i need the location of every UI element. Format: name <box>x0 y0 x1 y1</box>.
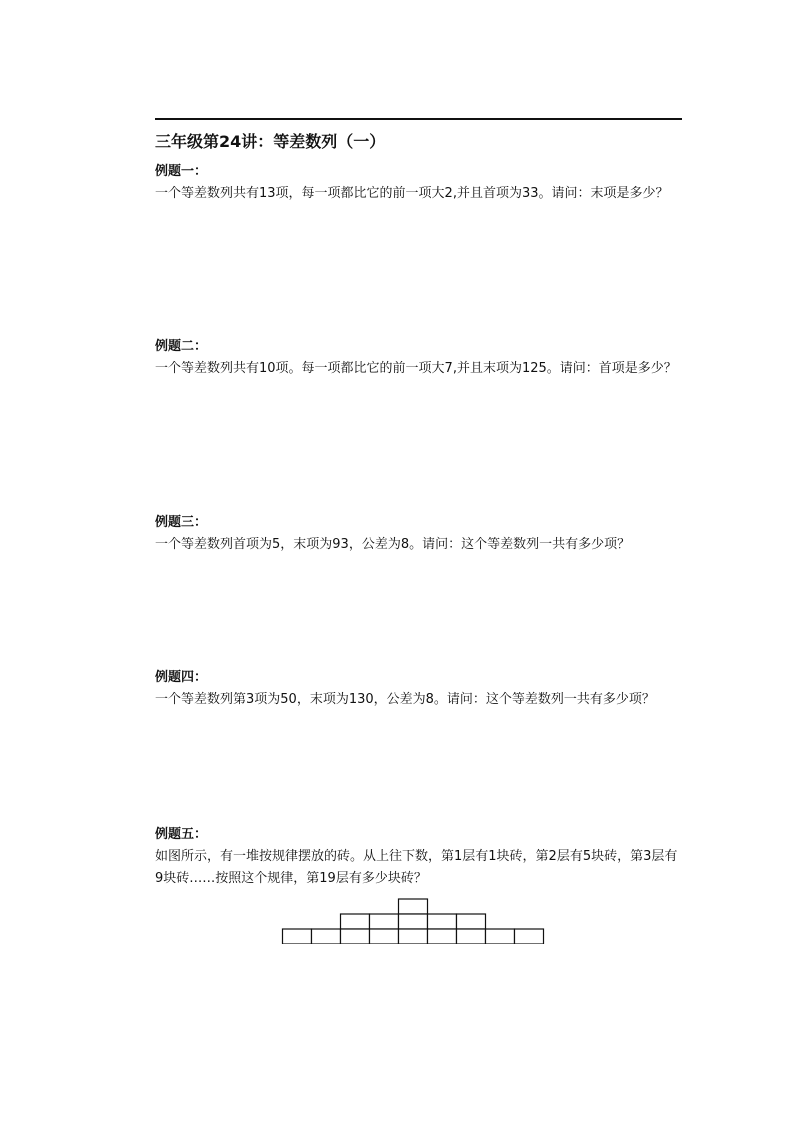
example-2-text: 一个等差数列共有10项。每一项都比它的前一项大7,并且末项为125。请问：首项是多少？ <box>155 361 677 376</box>
brick-row-3-brick-3 <box>341 929 370 944</box>
example-1-text: 一个等差数列共有13项，每一项都比它的前一项大2,并且首项为33。请问：末项是多少？ <box>155 186 669 201</box>
brick-row-3-brick-6 <box>428 929 457 944</box>
brick-row-3-brick-1 <box>283 929 312 944</box>
example-1 <box>155 163 685 205</box>
brick-row-1-brick-1 <box>399 899 428 914</box>
example-2 <box>155 338 685 380</box>
brick-row-3-brick-8 <box>486 929 515 944</box>
page-title: 三年级第24讲：等差数列（一） <box>155 132 386 151</box>
example-4-text: 一个等差数列第3项为50，末项为130，公差为8。请问：这个等差数列一共有多少项？ <box>155 692 655 707</box>
brick-row-2-brick-4 <box>428 914 457 929</box>
example-4-label: 例题四： <box>155 670 208 685</box>
example-3-text: 一个等差数列首项为5，末项为93，公差为8。请问：这个等差数列一共有多少项？ <box>155 537 631 552</box>
brick-row-2-brick-2 <box>370 914 399 929</box>
top-rule <box>155 118 682 120</box>
example-2-label: 例题二： <box>155 339 208 354</box>
example-5 <box>155 826 685 890</box>
example-1-label: 例题一： <box>155 164 208 179</box>
brick-row-2-brick-3 <box>399 914 428 929</box>
brick-row-2-brick-5 <box>457 914 486 929</box>
brick-pyramid-icon <box>281 898 545 944</box>
brick-row-3-brick-9 <box>515 929 544 944</box>
brick-row-3-brick-4 <box>370 929 399 944</box>
brick-row-3-brick-5 <box>399 929 428 944</box>
brick-row-3-brick-7 <box>457 929 486 944</box>
example-3-label: 例题三： <box>155 515 208 530</box>
brick-row-3-brick-2 <box>312 929 341 944</box>
brick-row-2-brick-1 <box>341 914 370 929</box>
example-5-label: 例题五： <box>155 827 208 842</box>
example-4 <box>155 669 685 711</box>
example-5-text: 如图所示，有一堆按规律摆放的砖。从上往下数，第1层有1块砖，第2层有5块砖，第3层有9块砖……按照这个规律，第19层有多少块砖？ <box>155 849 678 886</box>
example-3 <box>155 514 685 556</box>
